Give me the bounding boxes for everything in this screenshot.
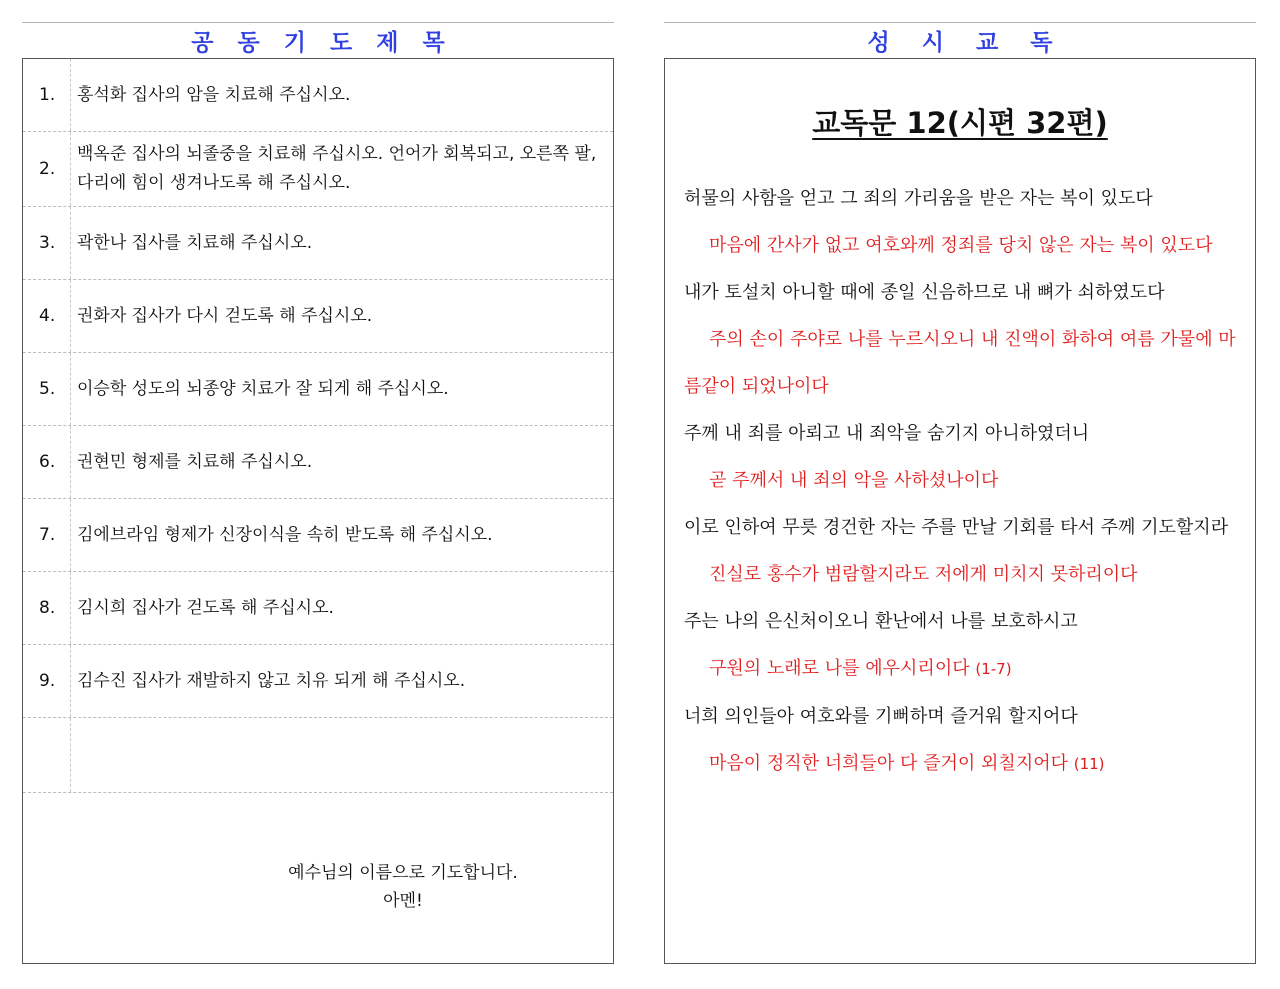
prayer-number: 5. bbox=[23, 353, 71, 425]
prayer-number: 7. bbox=[23, 499, 71, 571]
verse-reference: (1-7) bbox=[975, 660, 1012, 678]
closing-prayer bbox=[23, 859, 613, 915]
prayer-topics-panel bbox=[22, 58, 614, 964]
response-verse: 주의 손이 주야로 나를 누르시오니 내 진액이 화하여 여름 가물에 마름같이 되었나이다 bbox=[684, 329, 1236, 397]
response-verse-text: 마음이 정직한 너희들아 다 즐거이 외칠지어다 bbox=[709, 753, 1068, 774]
prayer-number: 6. bbox=[23, 426, 71, 498]
amen-line: 아멘! bbox=[383, 891, 423, 911]
verse-reference: (11) bbox=[1073, 755, 1105, 773]
leader-verse: 허물의 사함을 얻고 그 죄의 가리움을 받은 자는 복이 있도다 bbox=[684, 188, 1153, 209]
prayer-number: 4. bbox=[23, 280, 71, 352]
prayer-text: 곽한나 집사를 치료해 주십시오. bbox=[77, 232, 313, 253]
response-verse: 진실로 홍수가 범람할지라도 저에게 미치지 못하리이다 bbox=[709, 564, 1138, 585]
prayer-item bbox=[23, 426, 613, 499]
reading-title-text: 교독문 12(시편 32편) bbox=[812, 106, 1108, 140]
prayer-item bbox=[23, 499, 613, 572]
leader-verse: 주께 내 죄를 아뢰고 내 죄악을 숨기지 아니하였더니 bbox=[684, 423, 1090, 444]
prayer-text: 권화자 집사가 다시 걷도록 해 주십시오. bbox=[77, 305, 373, 326]
prayer-item bbox=[23, 280, 613, 353]
leader-verse: 너희 의인들아 여호와를 기뻐하며 즐거워 할지어다 bbox=[684, 706, 1078, 727]
prayer-text: 권현민 형제를 치료해 주십시오. bbox=[77, 451, 313, 472]
prayer-item bbox=[23, 645, 613, 718]
closing-line: 예수님의 이름으로 기도합니다. bbox=[288, 863, 518, 883]
prayer-number: 1. bbox=[23, 59, 71, 131]
prayer-item bbox=[23, 572, 613, 645]
leader-verse: 이로 인하여 무릇 경건한 자는 주를 만날 기회를 타서 주께 기도할지라 bbox=[684, 517, 1229, 538]
prayer-item bbox=[23, 207, 613, 280]
prayer-item bbox=[23, 353, 613, 426]
responsive-reading-header: 성 시 교 독 bbox=[664, 22, 1256, 57]
reading-title bbox=[665, 101, 1255, 142]
prayer-list bbox=[23, 59, 613, 793]
prayer-text: 백옥준 집사의 뇌졸중을 치료해 주십시오. 언어가 회복되고, 오른쪽 팔, 다리에 힘이 생겨나도록 해 주십시오. bbox=[77, 144, 597, 193]
responsive-reading-panel bbox=[664, 58, 1256, 964]
prayer-number: 8. bbox=[23, 572, 71, 644]
response-verse bbox=[684, 645, 1240, 693]
prayer-text: 홍석화 집사의 암을 치료해 주십시오. bbox=[77, 84, 351, 105]
prayer-number-empty bbox=[23, 718, 71, 792]
response-verse: 마음에 간사가 없고 여호와께 정죄를 당치 않은 자는 복이 있도다 bbox=[709, 235, 1213, 256]
prayer-number: 3. bbox=[23, 207, 71, 279]
prayer-text: 김수진 집사가 재발하지 않고 치유 되게 해 주십시오. bbox=[77, 670, 466, 691]
empty-prayer-row bbox=[23, 718, 613, 793]
response-verse-text: 구원의 노래로 나를 에우시리이다 bbox=[709, 658, 970, 679]
leader-verse: 주는 나의 은신처이오니 환난에서 나를 보호하시고 bbox=[684, 611, 1078, 632]
prayer-topics-header: 공 동 기 도 제 목 bbox=[22, 22, 614, 57]
reading-body bbox=[684, 175, 1240, 788]
leader-verse: 내가 토설치 아니할 때에 종일 신음하므로 내 뼈가 쇠하였도다 bbox=[684, 282, 1165, 303]
prayer-item bbox=[23, 59, 613, 132]
prayer-number: 2. bbox=[23, 132, 71, 206]
prayer-text: 김에브라임 형제가 신장이식을 속히 받도록 해 주십시오. bbox=[77, 524, 493, 545]
prayer-item bbox=[23, 132, 613, 207]
response-verse bbox=[684, 740, 1240, 788]
prayer-number: 9. bbox=[23, 645, 71, 717]
prayer-text: 이승학 성도의 뇌종양 치료가 잘 되게 해 주십시오. bbox=[77, 378, 449, 399]
prayer-text: 김시희 집사가 걷도록 해 주십시오. bbox=[77, 597, 334, 618]
response-verse: 곧 주께서 내 죄의 악을 사하셨나이다 bbox=[709, 470, 999, 491]
